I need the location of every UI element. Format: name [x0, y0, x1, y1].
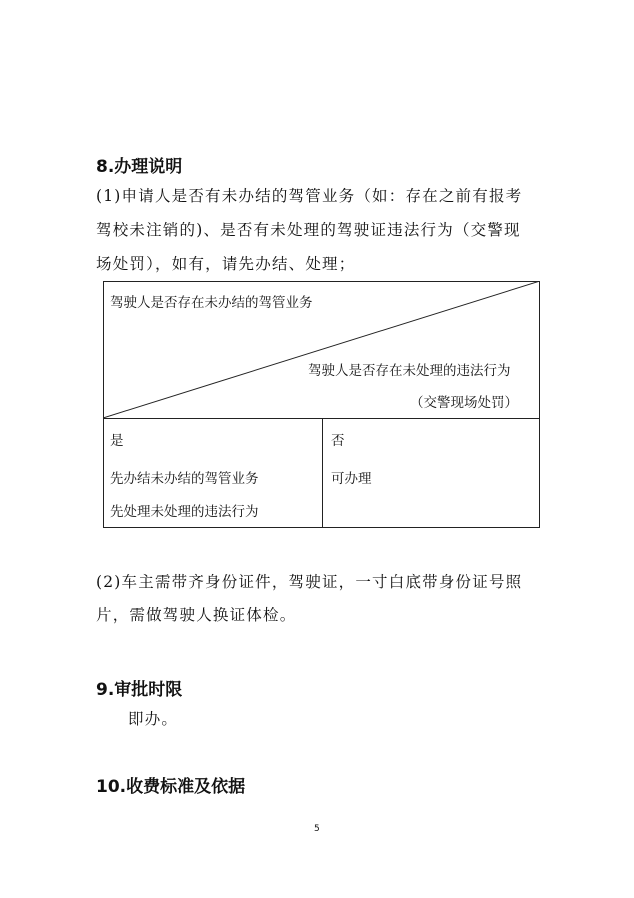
section-8-heading: 8.办理说明	[96, 157, 183, 177]
section-9-body: 即办。	[128, 710, 179, 728]
para1-line1: (1)申请人是否有未办结的驾管业务（如：存在之前有报考	[96, 187, 523, 205]
col-no-header: 否	[331, 433, 345, 449]
col-yes-header: 是	[110, 433, 124, 449]
yes-action-1: 先办结未办结的驾管业务	[110, 471, 259, 487]
diag-bottom-label-2: （交警现场处罚）	[410, 395, 518, 411]
decision-table	[103, 281, 540, 528]
diag-top-label: 驾驶人是否存在未办结的驾管业务	[110, 295, 313, 311]
section-9-heading: 9.审批时限	[96, 680, 183, 700]
diag-bottom-label-1: 驾驶人是否存在未处理的违法行为	[308, 363, 511, 379]
yes-action-2: 先处理未处理的违法行为	[110, 504, 259, 520]
section-10-heading: 10.收费标准及依据	[96, 777, 246, 797]
para2-line1: (2)车主需带齐身份证件，驾驶证，一寸白底带身份证号照	[96, 573, 523, 591]
para2-line2: 片，需做驾驶人换证体检。	[96, 606, 297, 624]
page-number: 5	[314, 824, 320, 834]
no-action: 可办理	[331, 471, 372, 487]
para1-line3: 场处罚），如有，请先办结、处理；	[96, 255, 356, 273]
para1-line2: 驾校未注销的)、是否有未处理的驾驶证违法行为（交警现	[96, 221, 521, 239]
